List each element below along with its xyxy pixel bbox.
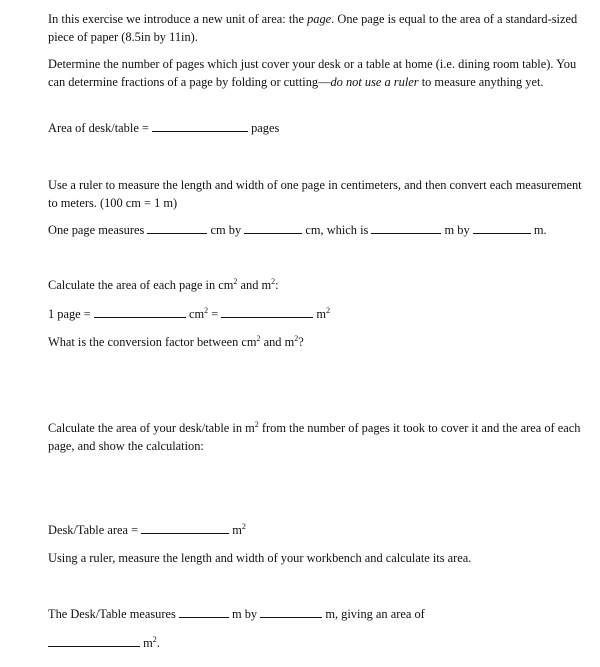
ruler-instruction-text: Use a ruler to measure the length and width of one page in centimeters, and then convert each measurement to meters. (100 cm = 1 m) — [48, 178, 582, 210]
superscript: 2 — [152, 634, 157, 644]
measures-unit-m-by: m by — [228, 607, 261, 621]
desk-length-blank[interactable] — [179, 605, 229, 618]
conversion-line — [48, 333, 588, 351]
intro-text: In this exercise we introduce a new unit of area: the — [48, 12, 308, 26]
page-length-m-blank[interactable] — [371, 221, 441, 234]
measures-label: The Desk/Table measures — [48, 607, 179, 621]
one-page-label: One page measures — [48, 223, 148, 237]
area-pages-blank[interactable] — [152, 119, 248, 132]
page-eq-equals: = — [208, 307, 222, 321]
page-eq-unit-cm: cm — [185, 307, 205, 321]
desk-area-line — [48, 521, 588, 539]
superscript: 2 — [294, 333, 299, 343]
page-width-m-blank[interactable] — [473, 221, 531, 234]
superscript: 2 — [233, 276, 238, 286]
conversion-end: ? — [298, 335, 304, 349]
desk-width-blank[interactable] — [260, 605, 322, 618]
conversion-mid: and m — [260, 335, 295, 349]
ruler-paragraph — [48, 176, 588, 212]
page-equation-line — [48, 305, 588, 323]
final-area-blank[interactable] — [48, 634, 140, 647]
unit-m-end: m. — [530, 223, 547, 237]
superscript: 2 — [271, 276, 276, 286]
final-unit: m — [140, 636, 153, 650]
measures-line — [48, 605, 588, 623]
unit-cm-which-is: cm, which is — [302, 223, 372, 237]
calc-area-text: Calculate the area of each page in cm — [48, 278, 234, 292]
desk-calc-tail: from the number of pages it took to cover it and the area of each page, and show the calculation: — [48, 421, 581, 453]
page-term: page — [307, 12, 332, 26]
superscript: 2 — [326, 305, 331, 315]
desk-area-label: Desk/Table area = — [48, 523, 142, 537]
final-end: . — [156, 636, 160, 650]
determine-text: Determine the number of pages which just cover your desk or a table at home (i.e. dining room table). You can determine fractions of a page by folding or cutting— — [48, 57, 577, 89]
determine-paragraph — [48, 55, 588, 91]
intro-paragraph — [48, 10, 588, 46]
calc-area-mid: and m — [237, 278, 272, 292]
desk-area-unit: m — [229, 523, 242, 537]
page-length-cm-blank[interactable] — [147, 221, 207, 234]
desk-calc-text: Calculate the area of your desk/table in m — [48, 421, 255, 435]
intro-text-2: . One page is equal to the area of a standard-sized piece of paper (8.5in by 11in). — [48, 12, 578, 44]
final-area-line — [48, 634, 588, 652]
page-area-cm2-blank[interactable] — [94, 305, 186, 318]
area-pages-unit: pages — [248, 121, 280, 135]
desk-area-blank[interactable] — [141, 521, 229, 534]
calc-area-end: : — [275, 278, 279, 292]
superscript: 2 — [256, 333, 261, 343]
unit-m-by: m by — [441, 223, 473, 237]
workbench-text: Using a ruler, measure the length and width of your workbench and calculate its area. — [48, 551, 472, 565]
calc-area-line — [48, 276, 588, 294]
measures-unit-area: m, giving an area of — [322, 607, 425, 621]
superscript: 2 — [254, 419, 259, 429]
determine-tail: to measure anything yet. — [418, 75, 544, 89]
page-area-m2-blank[interactable] — [221, 305, 313, 318]
superscript: 2 — [204, 305, 209, 315]
workbench-paragraph — [48, 549, 588, 567]
conversion-text: What is the conversion factor between cm — [48, 335, 257, 349]
page-eq-unit-m: m — [313, 307, 327, 321]
superscript: 2 — [241, 521, 246, 531]
one-page-line — [48, 221, 588, 239]
page-eq-label: 1 page = — [48, 307, 94, 321]
determine-emphasis: do not use a ruler — [330, 75, 419, 89]
page-width-cm-blank[interactable] — [244, 221, 302, 234]
desk-calc-paragraph — [48, 419, 588, 455]
area-pages-label: Area of desk/table = — [48, 121, 153, 135]
area-pages-line — [48, 119, 588, 137]
unit-cm-by: cm by — [207, 223, 245, 237]
